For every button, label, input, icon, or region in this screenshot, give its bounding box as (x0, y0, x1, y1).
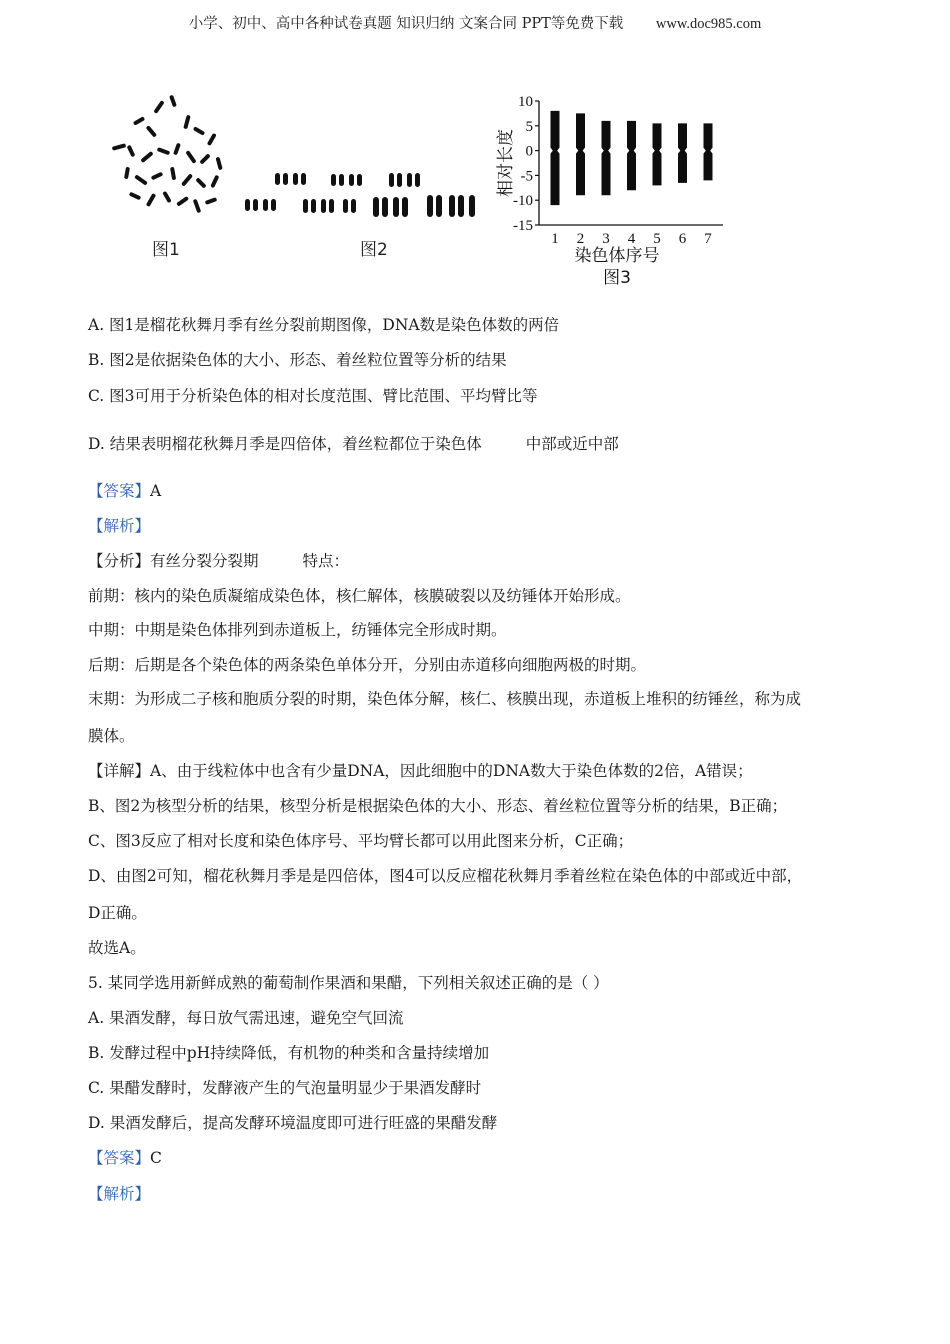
header-text: 小学、初中、高中各种试卷真题 知识归纳 文案合同 PPT等免费下载 (188, 16, 624, 32)
q4-guxuan: 故选A。 (88, 939, 146, 957)
q5-option-d: D. 果酒发酵后，提高发酵环境温度即可进行旺盛的果醋发酵 (88, 1114, 498, 1132)
fig3-y-tick-label: 10 (518, 94, 533, 110)
fig3-caption: 图3 (603, 268, 631, 288)
q4-fenxi (88, 551, 349, 571)
q4-option-a: A. 图1是榴花秋舞月季有丝分裂前期图像，DNA数是染色体数的两倍 (88, 316, 560, 334)
q4-zhongqi: 中期：中期是染色体排列到赤道板上，纺锤体完全形成时期。 (88, 621, 507, 639)
q4-option-d-part2: 中部或近中部 (525, 435, 619, 453)
q4-xiangjie-c: C、图3反应了相对长度和染色体序号、平均臂长都可以用此图来分析，C正确； (88, 832, 634, 850)
q5-answer (88, 1148, 162, 1168)
fig3-chromosome-bar-2 (576, 113, 585, 195)
fig3-y-tick-label: -10 (513, 193, 533, 210)
q5-stem: 5. 某同学选用新鲜成熟的葡萄制作果酒和果醋，下列相关叙述正确的是（ ） (88, 974, 609, 992)
q4-answer (88, 481, 161, 501)
q4-answer-value: A (150, 482, 162, 500)
fig3-x-tick-label: 1 (551, 231, 559, 247)
fig3-chromosome-bar-5 (653, 123, 662, 185)
q4-xiangjie-a (88, 761, 753, 781)
q5-answer-value: C (150, 1149, 162, 1167)
fig3-y-axis-label: 相对长度 (496, 129, 516, 197)
fig3-x-tick-label: 2 (576, 231, 585, 247)
q4-moqi-line1: 末期：为形成二子核和胞质分裂的时期，染色体分解，核仁、核膜出现，赤道板上堆积的纺锤丝，称为成 (88, 690, 802, 708)
q4-xiangjie-b: B、图2为核型分析的结果，核型分析是根据染色体的大小、形态、着丝粒位置等分析的结果，B正确； (88, 797, 788, 815)
q4-xiangjie-d-line2: D正确。 (88, 904, 147, 922)
fig3-x-tick-label: 3 (602, 231, 610, 247)
q4-option-d (88, 434, 619, 454)
fig3-y-tick-label: -15 (513, 218, 533, 234)
header-site: www.doc985.com (655, 16, 762, 32)
q4-option-c: C. 图3可用于分析染色体的相对长度范围、臂比范围、平均臂比等 (88, 387, 538, 405)
q4-fenxi-text-b: 特点： (302, 552, 350, 570)
fig3-chromosome-bar-4 (627, 121, 636, 190)
q4-option-b: B. 图2是依据染色体的大小、形态、着丝粒位置等分析的结果 (88, 351, 507, 369)
fig1-caption: 图1 (152, 240, 180, 260)
q4-xiangjie-a-text: A、由于线粒体中也含有少量DNA，因此细胞中的DNA数大于染色体数的2倍，A错误； (150, 762, 753, 780)
q5-option-a: A. 果酒发酵，每日放气需迅速，避免空气回流 (88, 1009, 404, 1027)
q5-option-b: B. 发酵过程中pH持续降低，有机物的种类和含量持续增加 (88, 1044, 490, 1062)
fig3-x-axis-label: 染色体序号 (574, 246, 660, 266)
fig3-chromosome-bar-3 (602, 121, 611, 195)
q4-fenxi-tag: 【分析】 (88, 552, 151, 570)
fig3-chart (477, 93, 737, 293)
fig3-chromosome-bar-7 (704, 123, 713, 180)
q5-answer-tag: 【答案】 (88, 1149, 151, 1167)
fig2-karyotype (243, 169, 483, 221)
fig3-x-tick-label: 5 (653, 231, 661, 247)
q5-jiexi-tag: 【解析】 (88, 1185, 151, 1203)
q4-moqi-line2: 膜体。 (88, 727, 135, 745)
q4-fenxi-text-a: 有丝分裂分裂期 (150, 552, 259, 570)
figure-area (95, 85, 745, 300)
fig3-x-tick-label: 4 (627, 231, 636, 247)
q5-option-c: C. 果醋发酵时，发酵液产生的气泡量明显少于果酒发酵时 (88, 1079, 482, 1097)
fig3-y-tick-label: 5 (525, 118, 533, 135)
q4-option-d-part1: D. 结果表明榴花秋舞月季是四倍体，着丝粒都位于染色体 (88, 435, 482, 453)
fig3-chromosome-bar-1 (551, 111, 560, 205)
fig3-x-tick-label: 7 (704, 231, 712, 247)
q4-answer-tag: 【答案】 (88, 482, 151, 500)
q4-jiexi-tag: 【解析】 (88, 517, 151, 535)
q4-houqi: 后期：后期是各个染色体的两条染色单体分开，分别由赤道移向细胞两极的时期。 (88, 656, 647, 674)
fig3-x-tick-label: 6 (678, 231, 687, 247)
q4-qianqi: 前期：核内的染色质凝缩成染色体，核仁解体，核膜破裂以及纺锤体开始形成。 (88, 587, 631, 605)
fig3-chromosome-bar-6 (678, 123, 687, 183)
q4-xiangjie-d-line1: D、由图2可知，榴花秋舞月季是是四倍体，图4可以反应榴花秋舞月季着丝粒在染色体的中部或近中部， (88, 867, 803, 885)
q4-xiangjie-tag: 【详解】 (88, 762, 151, 780)
fig3-y-tick-label: -5 (520, 168, 533, 185)
fig3-y-tick-label: 0 (525, 143, 533, 160)
page-header (0, 12, 950, 33)
fig1-chromosome-spread (105, 95, 230, 220)
fig2-caption: 图2 (360, 240, 388, 260)
